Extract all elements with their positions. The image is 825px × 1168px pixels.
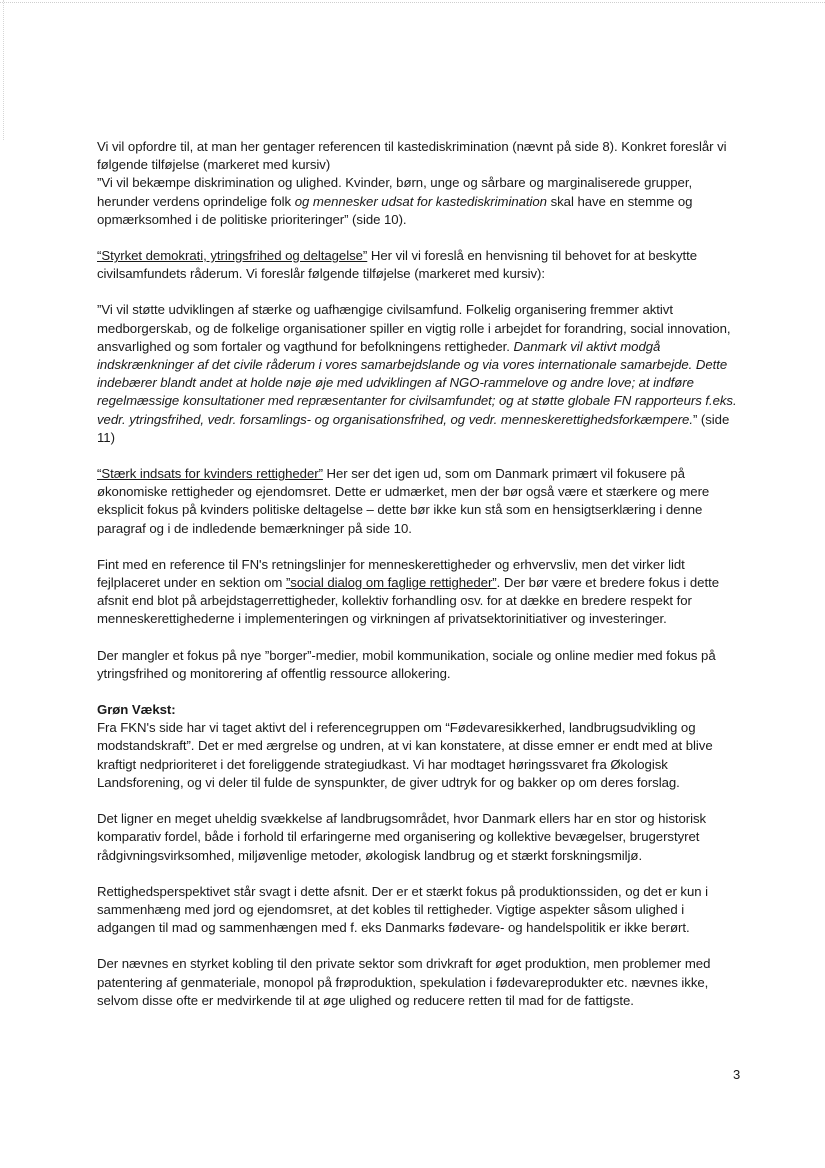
scan-border-left: [3, 0, 4, 140]
section-ref-democracy: “Styrket demokrati, ytringsfrihed og deltagelse”: [97, 248, 368, 264]
democracy-text: Her vil vi foreslå en henvisning til behovet for at beskytte civilsamfundets råderum. Vi foreslår følgende tilføjelse (markeret med kursiv):: [97, 248, 698, 282]
section-ref-womens-rights: “Stærk indsats for kvinders rettigheder”: [97, 466, 323, 482]
paragraph-democracy: [97, 247, 742, 283]
paragraph-rights-perspective: Rettighedsperspektivet står svagt i dette afsnit. Der er et stærkt fokus på produktionssiden, og det er kun i sammenhæng med jord og ejendomsret, at det kobles til rettigheder. Vigtige aspekter såsom ulighed i adgangen til mad og sammenhængen med f. eks Danmarks fødevare- og handelspolitik er ikke berørt.: [97, 883, 709, 936]
un-guidelines-text-a: Fint med en reference til FN's retningslinjer for menneskerettigheder og erhvervsliv, men det virker lidt fejlplaceret under en sektion om: [97, 556, 685, 591]
section-heading-green-growth: Grøn Vækst:: [97, 702, 176, 718]
un-guidelines-text-b: . Der bør være et bredere fokus i dette afsnit end blot på arbejdstagerrettigheder, kollektiv forhandling osv. for at dække en bredere respekt for menneskerettighederne i implementeringen og virkningen af privatsektorinitiativer og investeringer.: [97, 575, 719, 627]
caste-intro-text: Vi vil opfordre til, at man her gentager referencen til kastediskrimination (nævnt på side 8). Konkret foreslår vi følgende tilføjelse (markeret med kursiv): [97, 139, 727, 173]
civil-society-quote-italic: Danmark vil aktivt modgå indskrænkninger af det civile råderum i vores samarbejdslande og via vores internationale samarbejde. Dette indebærer blandt andet at holde nøje øje med udviklingen af NGO-rammelove og andre love; at indføre regelmæssige konsultationer med repræsentanter for civilsamfundet; og at støtte globale FN rapporteurs f.eks. vedr. ytringsfrihed, vedr. forsamlings- og organisationsfrihed, og vedr. menneskerettighedsforkæmpere.: [97, 338, 737, 427]
paragraph-fkn-reference-group: Fra FKN's side har vi taget aktivt del i referencegruppen om “Fødevaresikkerhed, landbrugsudvikling og modstandskraft”. Det er med ærgrelse og undren, at vi kan konstatere, at disse emner er endt med at blive kraftigt nedprioriteret i det foreliggende strategiudkast. Vi har modtaget høringssvaret fra Økologisk Landsforening, og vi deler til fulde de synspunkter, de giver udtryk for og bakker op om deres forslag.: [97, 720, 713, 790]
paragraph-un-guidelines: [97, 556, 742, 629]
civil-society-quote-normal: ”Vi vil støtte udviklingen af stærke og uafhængige civilsamfund. Folkelig organisering fremmer aktivt medborgerskab, og de folkelige organisationer spiller en vigtig rolle i arbejdet for forandring, social innovation, ansvarlighed og som fortaler og vagthund for befolkningens rettigheder.: [97, 302, 731, 354]
womens-rights-text: Her ser det igen ud, som om Danmark primært vil fokusere på økonomiske rettigheder og ejendomsret. Dette er udmærket, men der bør også være et stærkere og mere eksplicit fokus på kvinders politiske deltagelse – dette bør ikke kun stå som en hensigtserklæring i denne paragraf og i de indledende bemærkninger på side 10.: [97, 466, 710, 536]
document-page: [97, 138, 742, 1028]
paragraph-womens-rights: [97, 465, 742, 538]
page-number: 3: [733, 1067, 741, 1082]
civil-society-quote-end: ” (side 11): [97, 411, 730, 445]
paragraph-caste-reference: [97, 138, 742, 229]
scan-border-top: [0, 2, 825, 3]
quote-italic-addition: og mennesker udsat for kastediskrimination: [294, 193, 547, 209]
paragraph-private-sector: Der nævnes en styrket kobling til den private sektor som drivkraft for øget produktion, men problemer med patentering af genmateriale, monopol på frøproduktion, spekulation i fødevareprodukter etc. nævnes ikke, selvom disse ofte er medvirkende til at øge ulighed og reducere retten til mad for de fattigste.: [97, 956, 711, 1008]
paragraph-media: Der mangler et fokus på nye ”borger”-medier, mobil kommunikation, sociale og online medier med fokus på ytringsfrihed og monitorering af offentlig ressource allokering.: [97, 647, 716, 681]
quote-start: ”Vi vil bekæmpe diskrimination og ulighed. Kvinder, børn, unge og sårbare og marginaliserede grupper, herunder verdens oprindelige folk: [97, 175, 693, 209]
paragraph-agriculture-weakening: Det ligner en meget uheldig svækkelse af landbrugsområdet, hvor Danmark ellers har en stor og historisk komparativ fordel, både i forhold til erfaringerne med organisering og kollektive bevægelser, brugerstyret rådgivningsvirksomhed, miljøvenlige metoder, økologisk landbrug og et stærkt forskningsmiljø.: [97, 811, 707, 863]
quote-end: skal have en stemme og opmærksomhed i de politiske prioriteringer” (side 10).: [97, 193, 693, 227]
section-ref-social-dialog: ”social dialog om faglige rettigheder”: [285, 575, 497, 591]
paragraph-civil-society-quote: [97, 301, 742, 447]
